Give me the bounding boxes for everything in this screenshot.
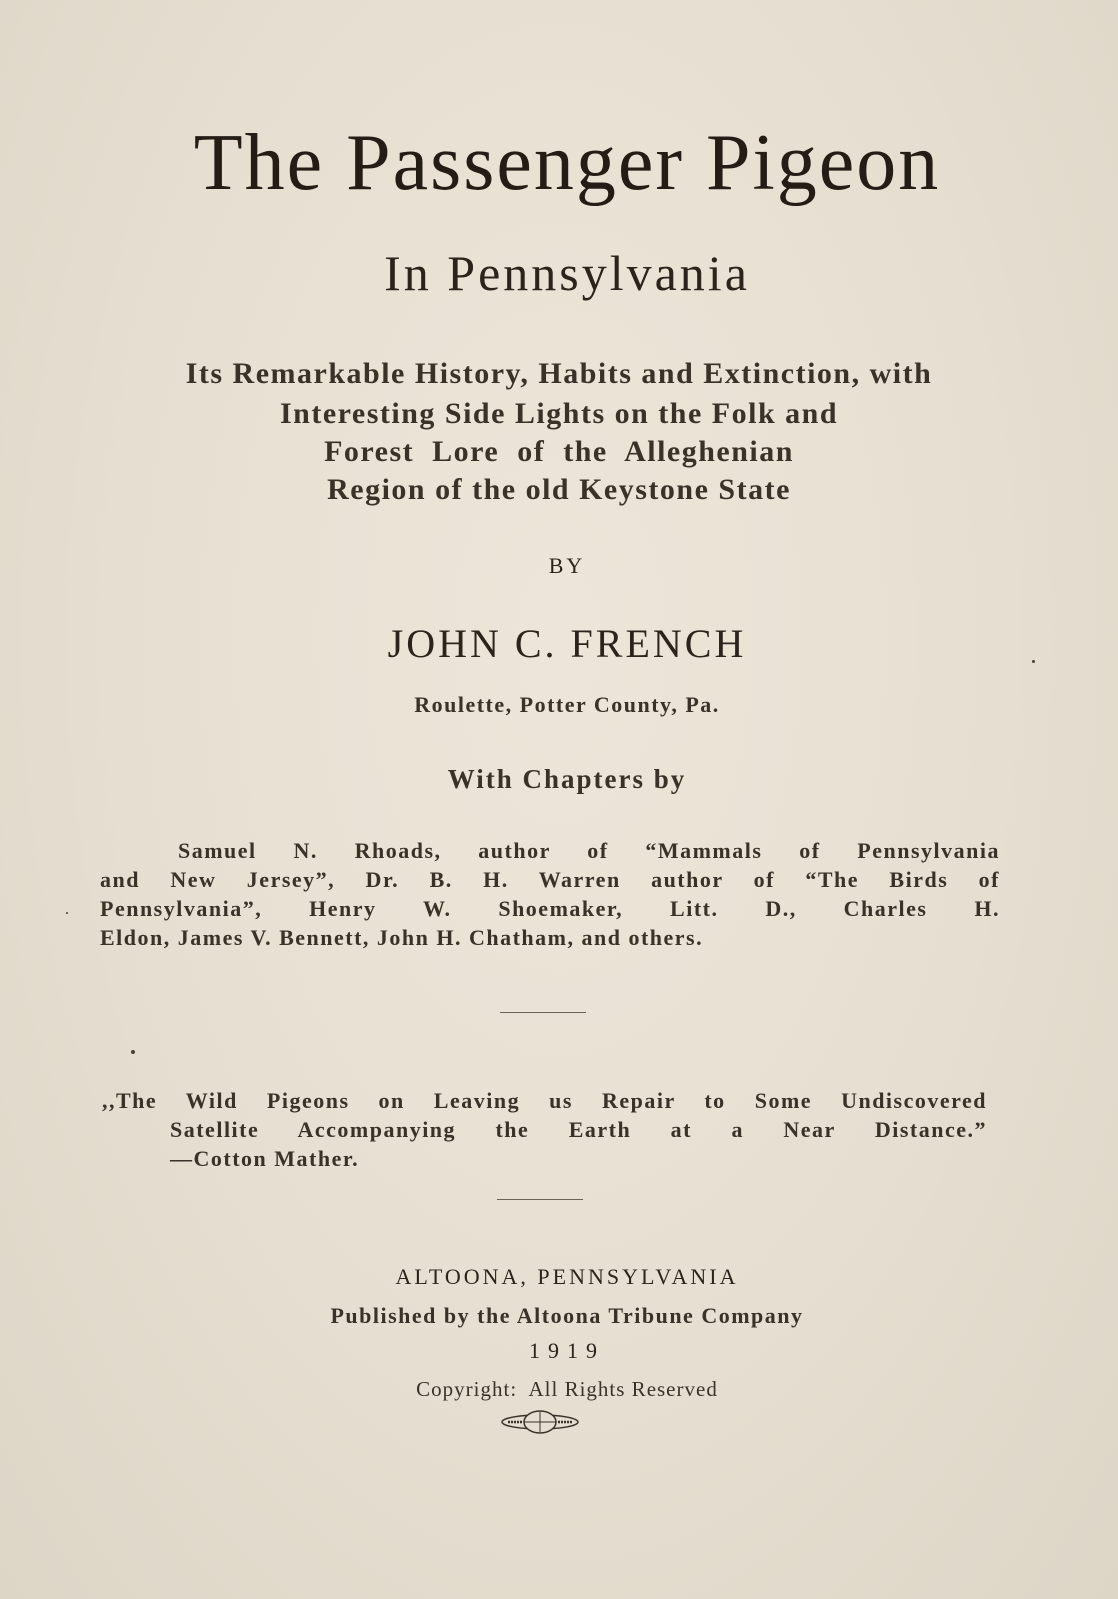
union-label-icon: [500, 1410, 580, 1434]
chapters-heading: With Chapters by: [447, 764, 687, 794]
contributors-line-1: Samuel N. Rhoads, author of “Mammals of Pennsylvania: [178, 838, 1000, 863]
paper-speck: [131, 1050, 135, 1054]
imprint-city: ALTOONA, PENNSYLVANIA: [395, 1264, 739, 1289]
author-location: Roulette, Potter County, Pa.: [414, 692, 720, 717]
description-line-2: Interesting Side Lights on the Folk and: [279, 397, 839, 430]
epigraph-line-1: ,,The Wild Pigeons on Leaving us Repair to Some Undiscovered: [102, 1088, 987, 1113]
contributors-line-3: Pennsylvania”, Henry W. Shoemaker, Litt. D., Charles H.: [100, 896, 1000, 921]
author-name: JOHN C. FRENCH: [387, 621, 747, 666]
contributors-line-2: and New Jersey”, Dr. B. H. Warren author of “The Birds of: [100, 867, 1000, 892]
description-line-1: Its Remarkable History, Habits and Extinction, with: [185, 357, 933, 390]
epigraph-attribution: —Cotton Mather.: [170, 1146, 360, 1171]
description-line-3: Forest Lore of the Alleghenian: [324, 435, 794, 468]
epigraph: [102, 1086, 987, 1173]
book-subtitle: In Pennsylvania: [384, 245, 750, 301]
description-line-4: Region of the old Keystone State: [327, 473, 791, 506]
contributors-paragraph: [100, 836, 1000, 952]
contributors-line-4: Eldon, James V. Bennett, John H. Chatham, and others.: [100, 925, 704, 950]
imprint-year: 1919: [529, 1338, 605, 1363]
book-title: The Passenger Pigeon: [193, 119, 941, 207]
paper-speck: [1032, 660, 1035, 663]
copyright-notice: Copyright: All Rights Reserved: [416, 1377, 718, 1401]
imprint-publisher: Published by the Altoona Tribune Company: [330, 1303, 804, 1328]
epigraph-line-2: Satellite Accompanying the Earth at a Near Distance.”: [170, 1117, 987, 1142]
divider-rule-1: [500, 1012, 586, 1013]
by-label: BY: [548, 553, 586, 578]
paper-speck: [66, 912, 68, 914]
divider-rule-2: [497, 1199, 583, 1200]
